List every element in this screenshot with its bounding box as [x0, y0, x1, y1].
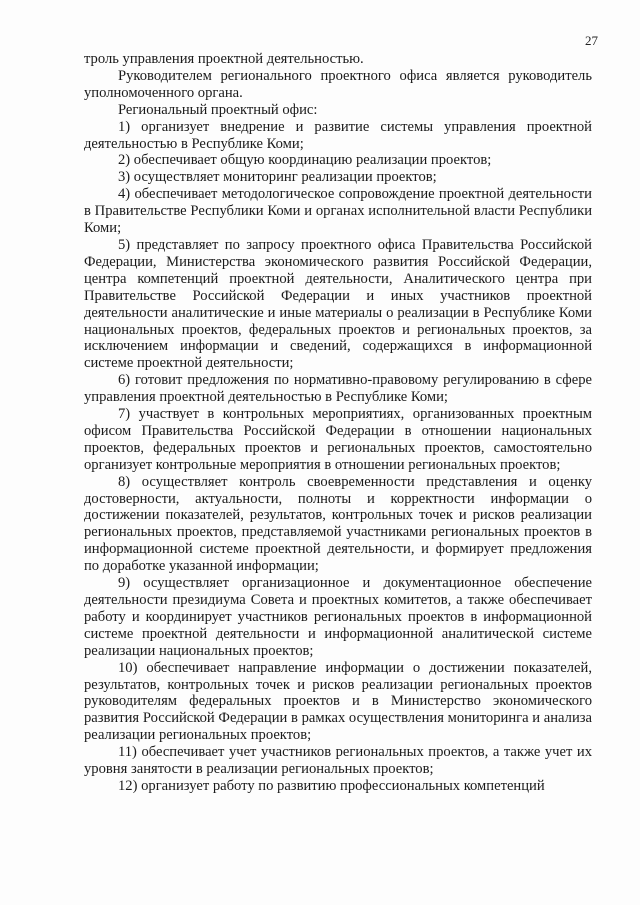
paragraph-head-of-office: Руководителем регионального проектного офиса является руководитель уполномоченного органа. [84, 67, 592, 101]
list-item-10: 10) обеспечивает направление информации о достижении показателей, результатов, контрольных точек и рисков реализации региональных проектов руководителям федеральных проектов и в Министерство экономического развития Российской Федерации в рамках осуществления мониторинга и анализа реализации региональных проектов; [84, 659, 592, 744]
document-body [84, 51, 592, 795]
list-item-8: 8) осуществляет контроль своевременности представления и оценку достоверности, актуальности, полноты и корректности информации о достижении показателей, результатов, контрольных точек и рисков реализации региональных проектов, представляемой участниками региональных проектов в информационной системе проектной деятельности, и формирует предложения по доработке указанной информации; [84, 473, 592, 575]
paragraph-continuation: троль управления проектной деятельностью. [84, 51, 364, 67]
list-item-4: 4) обеспечивает методологическое сопровождение проектной деятельности в Правительстве Республики Коми и органах исполнительной власти Республики Коми; [84, 186, 592, 237]
list-item-9: 9) осуществляет организационное и документационное обеспечение деятельности президиума Совета и проектных комитетов, а также обеспечивает работу и координирует участников региональных проектов в информационной системе проектной деятельности и информационной аналитической системе реализации национальных проектов; [84, 575, 592, 659]
list-item-11: 11) обеспечивает учет участников региональных проектов, а также учет их уровня занятости в реализации региональных проектов; [84, 744, 592, 778]
list-item-7: 7) участвует в контрольных мероприятиях, организованных проектным офисом Правительства Российской Федерации в отношении национальных проектов, федеральных проектов и региональных проектов, самостоятельно организует контрольные мероприятия в отношении региональных проектов; [84, 406, 592, 473]
page-number: 27 [585, 33, 598, 48]
list-item-5: 5) представляет по запросу проектного офиса Правительства Российской Федерации, Министерства экономического развития Российской Федерации, центра компетенций проектной деятельности, Аналитического центра при Правительстве Российской Федерации и иных участников проектной деятельности аналитические и иные материалы о реализации в Республике Коми национальных проектов, федеральных проектов и региональных проектов, за исключением информации и сведений, содержащихся в информационной системе проектной деятельности; [84, 236, 592, 372]
list-item-12: 12) организует работу по развитию профессиональных компетенций [118, 777, 545, 794]
list-item-6: 6) готовит предложения по нормативно-правовому регулированию в сфере управления проектной деятельностью в Республике Коми; [84, 372, 592, 406]
list-item-1: 1) организует внедрение и развитие системы управления проектной деятельностью в Республике Коми; [84, 118, 592, 152]
paragraph-office-intro: Региональный проектный офис: [118, 101, 318, 118]
list-item-3: 3) осуществляет мониторинг реализации проектов; [118, 169, 437, 186]
list-item-2: 2) обеспечивает общую координацию реализации проектов; [118, 152, 492, 169]
